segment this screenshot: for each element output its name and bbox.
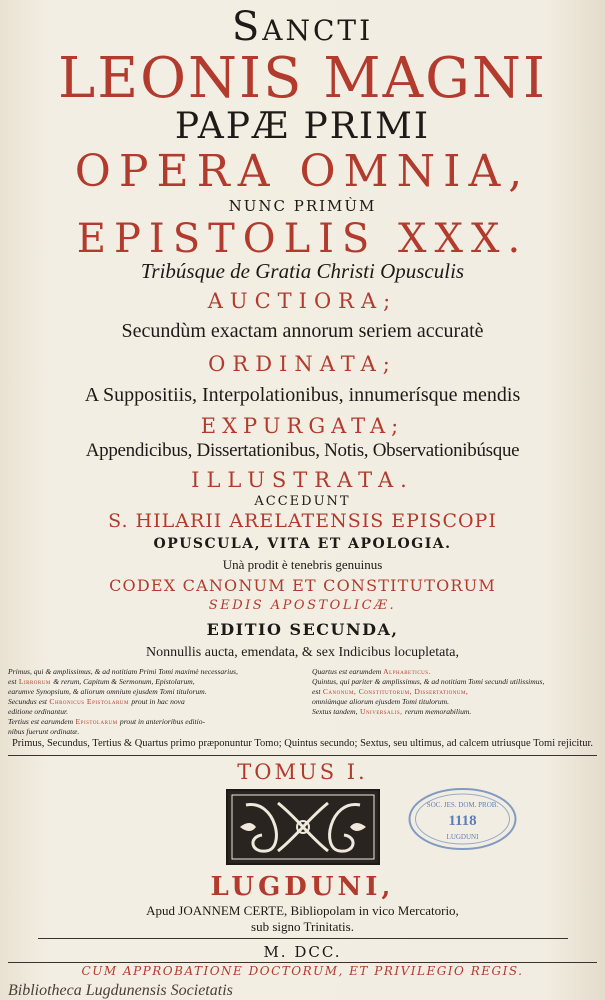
index-text: Sextus tandem, — [312, 707, 358, 716]
title-line-epistolis: EPISTOLIS XXX. — [76, 216, 529, 262]
imprint-year: M. DCC. — [263, 943, 342, 961]
indices-right-column — [312, 667, 602, 717]
title-line-appendicibus: Appendicibus, Dissertationibus, Notis, Observationibúsque — [85, 440, 520, 461]
title-line-illustrata: ILLUSTRATA. — [191, 468, 414, 492]
index-line — [8, 717, 306, 727]
title-line-opuscula: OPUSCULA, VITA ET APOLOGIA. — [153, 536, 452, 552]
title-line-sancti: Sancti — [231, 4, 374, 50]
title-line-codex: CODEX CANONUM ET CONSTITUTORUM — [109, 576, 496, 595]
index-text: earumve Synopsium, & aliorum omnium ejusdem Tomi titulorum. — [8, 687, 207, 696]
title-line-ordinata: ORDINATA; — [208, 352, 397, 376]
title-line-leonis-magni: LEONIS MAGNI — [58, 46, 547, 111]
index-line — [312, 697, 602, 707]
index-line — [8, 727, 306, 737]
index-text-tail: rerum memorabilium. — [404, 707, 472, 716]
index-text: est — [8, 677, 17, 686]
index-text: Quintus, qui pariter & amplissimus, & ad notitiam Tomi secundi utilissimus, — [312, 677, 545, 686]
title-line-opera-omnia: OPERA OMNIA, — [74, 146, 531, 197]
index-line — [8, 707, 306, 717]
title-line-tribusque: Tribúsque de Gratia Christi Opusculis — [140, 259, 465, 283]
title-line-hilarii: S. HILARII ARELATENSIS EPISCOPI — [108, 510, 497, 532]
indices-left-column — [8, 667, 306, 737]
fleuron-monogram-icon — [226, 789, 380, 865]
divider-rule — [38, 938, 568, 939]
title-line-secundum: Secundùm exactam annorum seriem accuratè — [121, 320, 484, 342]
index-text: Tertius est earumdem — [8, 717, 74, 726]
title-line-suppositiis: A Suppositiis, Interpolationibus, innumerísque mendis — [84, 384, 521, 406]
index-title-red: Librorum — [16, 677, 54, 686]
title-line-expurgata: EXPURGATA; — [200, 414, 405, 438]
index-title-red: Chronicus Epistolarum — [47, 697, 132, 706]
divider-rule — [8, 755, 597, 756]
index-line — [312, 707, 602, 717]
placement-line: Primus, Secundus, Tertius & Quartus primo præponuntur Tomo; Quintus secundo; Sextus, seu ultimus, ad calcem utriusque Tomi rejicitur. — [11, 738, 594, 749]
index-title-red: Alphabeticus. — [381, 667, 431, 676]
index-text-tail: & rerum, Capitum & Sermonum, Epistolarum, — [53, 677, 195, 686]
title-line-accedunt: ACCEDUNT — [254, 494, 351, 509]
library-stamp-icon — [407, 787, 518, 851]
title-line-papae-primi: PAPÆ PRIMI — [174, 106, 431, 147]
index-text: Quartus est earumdem — [312, 667, 382, 676]
index-text-tail: prout in hac nova — [131, 697, 185, 706]
index-line — [8, 687, 306, 697]
index-line — [312, 677, 602, 687]
title-line-editio: EDITIO SECUNDA, — [206, 620, 399, 639]
index-text: Primus, qui & amplissimus, & ad notitiam Primi Tomi maximè necessarius, — [8, 667, 238, 676]
handwritten-inscription: Bibliotheca Lugdunensis Societatis — [8, 982, 233, 999]
title-line-una-prodit: Unà prodit è tenebris genuinus — [222, 557, 383, 572]
index-text: Secundus est — [8, 697, 48, 706]
imprint-privilege: CUM APPROBATIONE DOCTORUM, ET PRIVILEGIO REGIS. — [81, 964, 524, 978]
index-line — [312, 687, 602, 697]
stamp-line-3: LUGDUNI — [446, 833, 479, 841]
title-line-sedis: SEDIS APOSTOLICÆ. — [208, 598, 397, 613]
imprint-sign: sub signo Trinitatis. — [251, 919, 354, 934]
index-title-red: Epistolarum — [73, 717, 120, 726]
imprint-publisher: Apud JOANNEM CERTE, Bibliopolam in vico Mercatorio, — [146, 903, 459, 918]
index-title-red: Canonum, Constitutorum, Dissertationum, — [320, 687, 469, 696]
stamp-line-2: 1118 — [448, 813, 477, 829]
index-title-red: Universalis, — [357, 707, 405, 716]
index-line — [8, 697, 306, 707]
index-line — [8, 677, 306, 687]
index-line — [8, 667, 306, 677]
index-text: omniúmque aliorum ejusdem Tomi titulorum. — [312, 697, 450, 706]
index-line — [312, 667, 602, 677]
title-line-nunc-primum: NUNC PRIMÙM — [228, 197, 377, 215]
stamp-line-1: SOC. JES. DOM. PROB. — [426, 801, 499, 809]
index-text: editione ordinantur. — [8, 707, 69, 716]
index-text: nibus fuerunt ordinatæ. — [8, 727, 80, 736]
title-line-auctiora: AUCTIORA; — [207, 289, 398, 313]
title-line-nonnullis: Nonnullis aucta, emendata, & sex Indicibus locupletata, — [146, 645, 459, 660]
divider-rule — [8, 962, 597, 963]
volume-label: TOMUS I. — [237, 760, 368, 784]
index-text-tail: prout in anterioribus editio- — [119, 717, 206, 726]
imprint-city: LUGDUNI, — [210, 872, 395, 902]
index-text: est — [312, 687, 321, 696]
